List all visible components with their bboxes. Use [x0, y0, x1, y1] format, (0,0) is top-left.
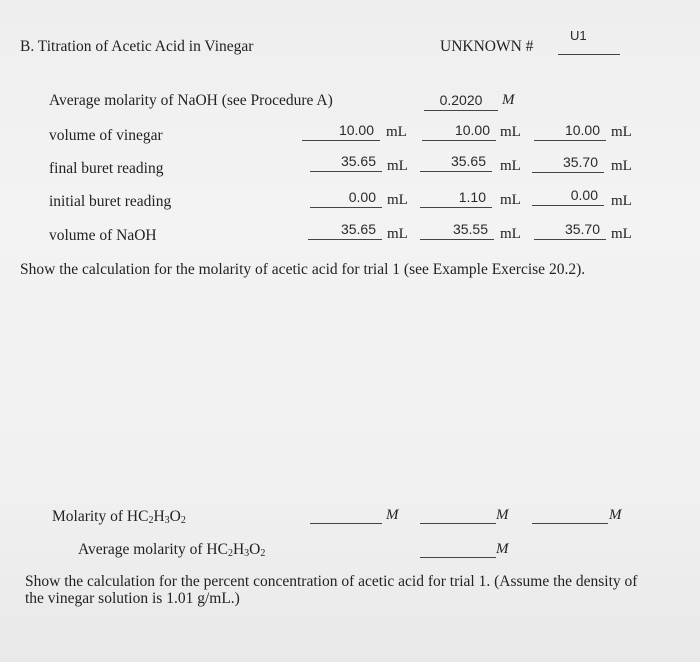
volume-vinegar-trial-2: 10.00 [422, 121, 496, 141]
molarity-acid-trial-1-blank[interactable] [310, 522, 382, 524]
volume-naoh-trial-3: 35.70 [534, 220, 606, 240]
instruction-percent: Show the calculation for the percent concentration of acetic acid for trial 1. (Assume the density of the vinegar solution is 1.01 g/mL.) [25, 573, 638, 607]
volume-vinegar-trial-3: 10.00 [534, 121, 606, 141]
avg-naoh-unit: M [502, 92, 515, 108]
unit-mL: mL [611, 124, 632, 140]
row-label-initial-buret: initial buret reading [49, 193, 172, 210]
unit-mL: mL [611, 193, 632, 209]
unit-mL: mL [500, 158, 521, 174]
volume-naoh-trial-2: 35.55 [420, 220, 494, 240]
unit-M: M [496, 541, 509, 557]
avg-molarity-acid-label: Average molarity of $HC_2H_3O_2$ [78, 541, 266, 559]
unit-mL: mL [387, 158, 408, 174]
unknown-underline [558, 53, 620, 55]
unit-mL: mL [387, 226, 408, 242]
row-label-volume-vinegar: volume of vinegar [49, 127, 163, 144]
molarity-acid-trial-3-blank[interactable] [532, 522, 608, 524]
unit-M: M [609, 507, 622, 523]
avg-molarity-acid-blank[interactable] [420, 556, 496, 558]
row-label-final-buret: final buret reading [49, 160, 164, 177]
volume-vinegar-trial-1: 10.00 [302, 121, 380, 141]
initial-buret-trial-2: 1.10 [420, 188, 492, 208]
final-buret-trial-1: 35.65 [310, 152, 382, 172]
unit-mL: mL [611, 226, 632, 242]
unit-mL: mL [611, 158, 632, 174]
unit-mL: mL [386, 124, 407, 140]
section-title: B. Titration of Acetic Acid in Vinegar [20, 38, 254, 55]
unit-M: M [496, 507, 509, 523]
unknown-label: UNKNOWN # [440, 38, 534, 55]
unit-mL: mL [500, 192, 521, 208]
avg-naoh-value: 0.2020 [424, 91, 498, 111]
instruction-molarity: Show the calculation for the molarity of acetic acid for trial 1 (see Example Exercise 20.2). [20, 261, 586, 278]
row-label-volume-naoh: volume of NaOH [49, 227, 157, 244]
unit-mL: mL [387, 192, 408, 208]
molarity-acid-label: Molarity of $HC_2H_3O_2$ [52, 508, 186, 526]
unit-mL: mL [500, 124, 521, 140]
unit-mL: mL [500, 226, 521, 242]
final-buret-trial-3: 35.70 [532, 153, 604, 173]
unknown-value: U1 [570, 28, 587, 43]
initial-buret-trial-3: 0.00 [532, 186, 604, 206]
initial-buret-trial-1: 0.00 [310, 188, 382, 208]
volume-naoh-trial-1: 35.65 [308, 220, 382, 240]
final-buret-trial-2: 35.65 [420, 152, 492, 172]
unit-M: M [386, 507, 399, 523]
molarity-acid-trial-2-blank[interactable] [420, 522, 496, 524]
avg-naoh-label: Average molarity of NaOH (see Procedure A) [49, 92, 333, 109]
